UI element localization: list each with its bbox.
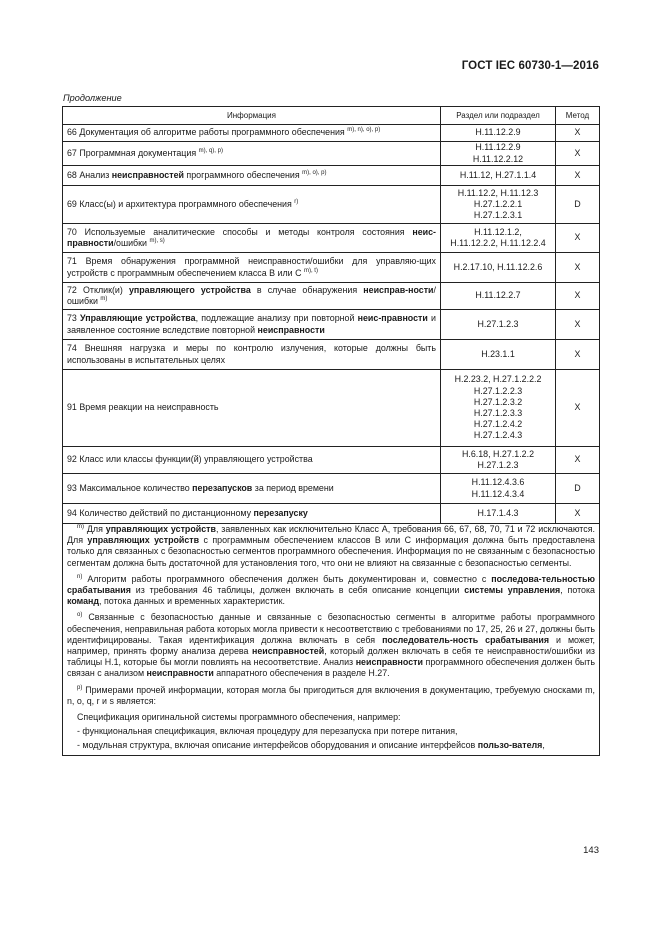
text-run: аппаратного обеспечения в разделе H.27. bbox=[213, 668, 390, 679]
method-cell: X bbox=[556, 283, 600, 310]
bold-term: команд bbox=[67, 596, 100, 607]
footnote-ref: m), s) bbox=[149, 238, 165, 244]
table-row bbox=[63, 474, 600, 504]
text-run: 67 Программная документация bbox=[67, 147, 199, 158]
document-code: ГОСТ IEC 60730-1—2016 bbox=[461, 60, 599, 72]
section-ref: H.27.1.2.2.1 bbox=[473, 198, 523, 209]
table-row bbox=[63, 166, 600, 186]
bold-term: неисправностей bbox=[251, 646, 325, 657]
text-run: , потока bbox=[560, 585, 595, 596]
section-ref: H.27.1.2.3.3 bbox=[473, 408, 523, 418]
text-run: 68 Анализ bbox=[67, 169, 112, 180]
text-run: программного обеспечения bbox=[183, 169, 303, 180]
section-ref: H.11.12.2, H.11.12.3 bbox=[457, 187, 539, 198]
table-row bbox=[63, 504, 600, 524]
bold-term: системы управления bbox=[464, 585, 561, 596]
bold-term: перезапусков bbox=[192, 482, 253, 493]
text-run: Связанные с безопасностью данные и связанные с безопасностью сегменты в алгоритме работы программного обеспечения, неправильная работа которых могла привести к несоответствию с требованиями по 17, 25, 26 и 27, должны быть идентифицированы. Такая идентификация должна включать в себя bbox=[67, 612, 595, 645]
footnote-ref: m), n), o), p) bbox=[347, 127, 381, 134]
section-ref: H.23.1.1 bbox=[481, 348, 515, 359]
section-ref: H.2.23.2, H.27.1.2.2.2 bbox=[454, 374, 542, 385]
bold-term: неис-правности bbox=[357, 313, 428, 324]
method-cell: X bbox=[556, 310, 600, 340]
section-cell bbox=[441, 253, 556, 283]
section-cell bbox=[441, 125, 556, 142]
section-ref: H.6.18, H.27.1.2.2 bbox=[461, 448, 535, 459]
text-run: Примерами прочей информации, которая могла бы пригодиться для включения в документацию, требуемую сносками m, n, o, q, r и s является: bbox=[67, 684, 595, 706]
method-cell: X bbox=[556, 253, 600, 283]
table-row bbox=[63, 370, 600, 447]
bold-term: управляющего устройства bbox=[128, 284, 251, 295]
method-cell: X bbox=[556, 340, 600, 370]
info-cell bbox=[63, 125, 441, 142]
section-ref: H.27.1.2.3 bbox=[477, 318, 519, 329]
info-cell bbox=[63, 283, 441, 310]
text-run: за период времени bbox=[252, 482, 334, 493]
section-cell bbox=[441, 504, 556, 524]
bold-term: управляющих устройств bbox=[87, 535, 200, 546]
footnote-ref: m) bbox=[77, 524, 84, 530]
continuation-label: Продолжение bbox=[63, 93, 122, 103]
table-body bbox=[63, 125, 600, 524]
info-cell bbox=[63, 224, 441, 253]
section-ref: H.2.17.10, H.11.12.2.6 bbox=[453, 261, 543, 272]
section-cell bbox=[441, 340, 556, 370]
section-cell bbox=[441, 370, 556, 447]
bold-term: неисправности bbox=[355, 657, 423, 668]
bold-term: перезапуску bbox=[253, 507, 308, 518]
section-ref: H.11.12.2.9 bbox=[475, 127, 521, 138]
table-row bbox=[63, 310, 600, 340]
bold-term: последователь-ность срабатывания bbox=[382, 634, 550, 645]
footnote bbox=[67, 524, 595, 569]
method-cell: X bbox=[556, 166, 600, 186]
method-cell: X bbox=[556, 224, 600, 253]
table-row bbox=[63, 447, 600, 474]
column-header-method: Метод bbox=[556, 107, 600, 125]
table-row bbox=[63, 253, 600, 283]
section-ref: H.27.1.2.3.1 bbox=[473, 210, 523, 221]
bold-term: пользо-вателя bbox=[477, 740, 543, 751]
section-ref: H.27.1.2.3 bbox=[477, 460, 519, 470]
text-run: 74 Внешняя нагрузка и меры по контролю излучения, которые должны быть использованы в испытательных целях bbox=[67, 343, 436, 365]
text-run: из требования 46 таблицы, должен включать в себя описание концепции bbox=[130, 585, 465, 596]
section-ref: H.27.1.2.2.3 bbox=[473, 385, 523, 396]
table-row bbox=[63, 186, 600, 224]
section-cell bbox=[441, 310, 556, 340]
table-notes bbox=[63, 524, 600, 756]
info-cell bbox=[63, 186, 441, 224]
info-cell bbox=[63, 474, 441, 504]
text-run: 92 Класс или классы функции(й) управляющего устройства bbox=[67, 454, 313, 465]
method-cell: X bbox=[556, 504, 600, 524]
info-cell bbox=[63, 253, 441, 283]
text-run: 91 Время реакции на неисправность bbox=[67, 402, 219, 413]
info-cell bbox=[63, 504, 441, 524]
section-ref: H.11.12.4.3.6 bbox=[471, 477, 525, 488]
section-ref: H.11.12, H.27.1.1.4 bbox=[459, 169, 537, 180]
text-run: , потока данных и временных характеристик. bbox=[99, 596, 285, 607]
bold-term: неисправности bbox=[146, 668, 214, 679]
text-run: 66 Документация об алгоритме работы программного обеспечения bbox=[67, 127, 348, 138]
notes-row bbox=[63, 524, 600, 756]
table-row bbox=[63, 283, 600, 310]
footnote bbox=[67, 685, 595, 707]
info-cell bbox=[63, 370, 441, 447]
bold-term: Управляющие устройства bbox=[80, 313, 196, 324]
section-ref: H.27.1.2.4.3 bbox=[473, 430, 523, 441]
info-cell bbox=[63, 310, 441, 340]
bold-term: неис-правности bbox=[67, 226, 436, 248]
footnote-ref: m), t) bbox=[303, 267, 318, 274]
page-number: 143 bbox=[583, 845, 599, 856]
footnote-ref: r) bbox=[294, 198, 299, 205]
footnote-ref: m), o), p) bbox=[302, 169, 327, 176]
text-run: в случае обнаружения bbox=[250, 284, 364, 295]
footnote-ref: o) bbox=[77, 612, 83, 619]
info-cell bbox=[63, 142, 441, 166]
info-cell bbox=[63, 166, 441, 186]
text-run: 71 Время обнаружения программной неисправности/ошибки для управляю-щих устройств с программным обеспечением класса B или C bbox=[67, 256, 436, 278]
text-run: 72 Отклик(и) bbox=[67, 284, 129, 295]
text-run: 73 bbox=[67, 313, 81, 324]
section-ref: H.11.12.2.9 bbox=[475, 142, 521, 153]
list-item bbox=[67, 740, 595, 751]
section-cell bbox=[441, 474, 556, 504]
text-run: /ошибки bbox=[113, 238, 150, 248]
text-run: 94 Количество действий по дистанционному bbox=[67, 507, 254, 518]
section-ref: H.11.12.2.2, H.11.12.2.4 bbox=[450, 238, 546, 248]
method-cell: X bbox=[556, 142, 600, 166]
text-run: - модульная структура, включая описание интерфейсов оборудования и описание интерфейсов bbox=[77, 740, 478, 751]
footnote-ref: n) bbox=[77, 573, 83, 580]
text-run: , подлежащие анализу при повторной bbox=[195, 313, 358, 324]
section-ref: H.11.12.4.3.4 bbox=[471, 488, 525, 499]
method-cell: D bbox=[556, 186, 600, 224]
text-run: Для bbox=[84, 524, 106, 534]
method-cell: X bbox=[556, 370, 600, 447]
bold-term: управляющих устройств bbox=[105, 524, 216, 534]
column-header-section: Раздел или подраздел bbox=[441, 107, 556, 125]
text-run: программного обеспечения должен быть связан с анализом bbox=[67, 657, 595, 679]
method-cell: X bbox=[556, 125, 600, 142]
section-cell bbox=[441, 166, 556, 186]
section-cell bbox=[441, 447, 556, 474]
footnote-ref: p) bbox=[77, 684, 83, 691]
bold-term: неисправностей bbox=[111, 169, 184, 180]
text-run: Алгоритм работы программного обеспечения должен быть документирован и, совместно с bbox=[82, 573, 492, 584]
section-cell bbox=[441, 283, 556, 310]
footnote bbox=[67, 574, 595, 608]
text-run: , который должен включать в себя те неисправности/ошибки из таблицы H.1, которые бы могли повлиять на несоответствие. Анализ bbox=[67, 646, 595, 668]
spec-line: Спецификация оригинальной системы программного обеспечения, например: bbox=[77, 712, 401, 723]
table-row bbox=[63, 125, 600, 142]
section-ref: H.27.1.2.4.2 bbox=[473, 419, 523, 430]
table-row bbox=[63, 340, 600, 370]
section-ref: H.17.1.4.3 bbox=[477, 507, 519, 518]
info-cell bbox=[63, 447, 441, 474]
footnote-ref: m) bbox=[100, 296, 108, 302]
text-run: , bbox=[542, 740, 545, 751]
info-cell bbox=[63, 340, 441, 370]
section-ref: H.11.12.2.12 bbox=[472, 153, 524, 164]
list-item bbox=[67, 726, 595, 737]
text-run: 93 Максимальное количество bbox=[67, 482, 193, 493]
table-header-row bbox=[63, 107, 600, 125]
text-run: - функциональная спецификация, включая процедуру для перезапуска при потере питания, bbox=[77, 726, 458, 737]
column-header-info: Информация bbox=[63, 107, 441, 125]
section-cell bbox=[441, 142, 556, 166]
text-run: и может, например, принять форму анализа дерева bbox=[67, 634, 596, 657]
section-ref: H.11.12.1.2, bbox=[474, 226, 522, 237]
section-cell bbox=[441, 224, 556, 253]
bold-term: неисправ-ности bbox=[363, 284, 434, 295]
text-run: 69 Класс(ы) и архитектура программного обеспечения bbox=[67, 198, 295, 209]
footnote-ref: m), q), p) bbox=[198, 147, 223, 154]
footnote bbox=[67, 612, 595, 679]
section-ref: H.27.1.2.3.2 bbox=[473, 396, 523, 407]
text-run: 70 Используемые аналитические способы и методы контроля состояния bbox=[67, 226, 413, 237]
method-cell: D bbox=[556, 474, 600, 504]
method-cell: X bbox=[556, 447, 600, 474]
text-run: , заявленных как исключительно Класс A, требования 66, 67, 68, 70, 71 и 72 исключаются. Для bbox=[67, 524, 595, 546]
bold-term: последова-тельностью срабатывания bbox=[67, 573, 595, 596]
section-cell bbox=[441, 186, 556, 224]
section-ref: H.11.12.2.7 bbox=[475, 290, 521, 301]
table-row bbox=[63, 142, 600, 166]
table-row bbox=[63, 224, 600, 253]
text-run: и заявленное состояние вследствие повторной bbox=[67, 313, 436, 335]
requirements-table bbox=[62, 106, 600, 756]
bold-term: неисправности bbox=[257, 324, 325, 335]
text-run: с программным обеспечением классов B или C информация должна быть предоставлена только для связанных с безопасностью сегментов программного обеспечения. Информация по не связанным с безопасностью сегментам должна быть достаточной для установления того, что они не влияют на связанные с безопасностью сегменты. bbox=[67, 535, 595, 568]
text-run: /ошибки bbox=[67, 284, 436, 306]
